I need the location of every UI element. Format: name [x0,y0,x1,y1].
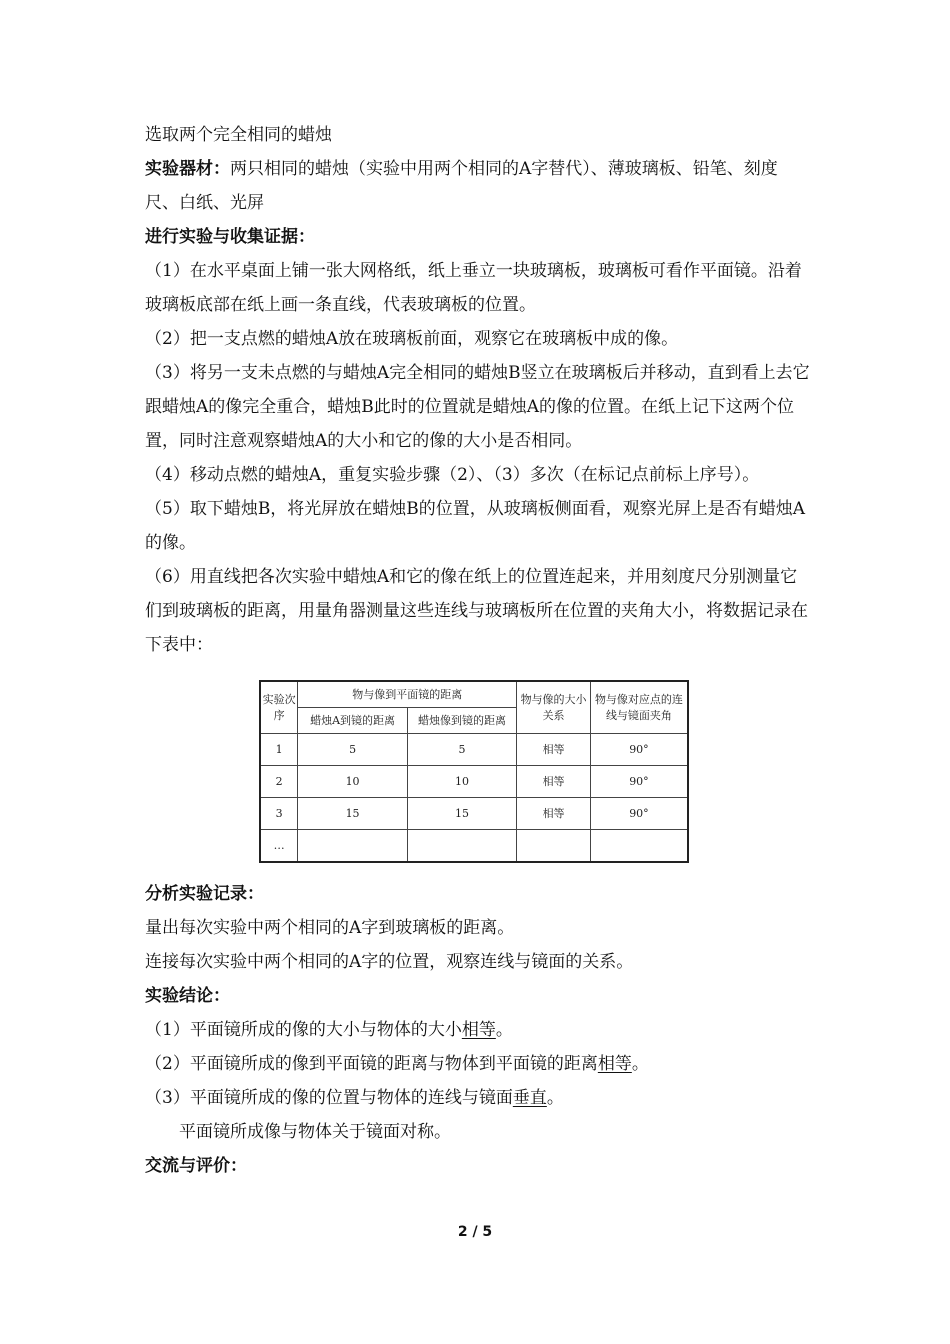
conclusion-1-answer: 相等 [461,1020,496,1040]
cell-dist-a [298,830,407,863]
conclusion-3-answer: 垂直 [512,1088,547,1108]
cell-dist-img: 15 [407,798,516,830]
document-body [145,118,810,1183]
header-dist-a: 蜡烛A到镜的距离 [298,708,407,734]
conclusion-summary: 平面镜所成像与物体关于镜面对称。 [179,1122,451,1142]
materials-label: 实验器材： [145,159,230,179]
header-angle: 物与像对应点的连线与镜面夹角 [590,681,688,734]
table-row [260,830,688,863]
cell-dist-img: 10 [407,766,516,798]
conclusion-2-end: 。 [631,1054,649,1074]
cell-angle: 90° [590,766,688,798]
exchange-heading: 交流与评价： [145,1156,247,1176]
procedure-heading: 进行实验与收集证据： [145,227,315,247]
conclusion-3-text: （3）平面镜所成的像的位置与物体的连线与镜面 [145,1088,513,1108]
cell-angle [590,830,688,863]
analysis-heading: 分析实验记录： [145,884,264,904]
cell-dist-a: 5 [298,734,407,766]
cell-dist-a: 10 [298,766,407,798]
conclusion-2-answer: 相等 [597,1054,632,1074]
cell-dist-img [407,830,516,863]
conclusion-2 [145,1047,810,1081]
cell-trial: 3 [260,798,298,830]
intro-line: 选取两个完全相同的蜡烛 [145,125,332,145]
table-row [260,734,688,766]
header-size: 物与像的大小关系 [517,681,591,734]
page-number: 2 / 5 [457,1224,493,1240]
table-row [260,766,688,798]
cell-size: 相等 [517,798,591,830]
cell-trial: 2 [260,766,298,798]
analysis-line-2: 连接每次实验中两个相同的A字的位置，观察连线与镜面的关系。 [145,952,634,972]
conclusion-1 [145,1013,810,1047]
cell-trial: 1 [260,734,298,766]
cell-dist-img: 5 [407,734,516,766]
conclusion-1-text: （1）平面镜所成的像的大小与物体的大小 [145,1020,462,1040]
materials-paragraph [145,152,810,220]
cell-trial: … [260,830,298,863]
cell-size: 相等 [517,766,591,798]
step-1: （1）在水平桌面上铺一张大网格纸，纸上垂立一块玻璃板，玻璃板可看作平面镜。沿着玻璃板底部在纸上画一条直线，代表玻璃板的位置。 [145,261,802,315]
cell-size [517,830,591,863]
step-4: （4）移动点燃的蜡烛A，重复实验步骤（2）、（3）多次（在标记点前标上序号）。 [145,465,760,485]
conclusion-3 [145,1081,810,1115]
step-6: （6）用直线把各次实验中蜡烛A和它的像在纸上的位置连起来，并用刻度尺分别测量它们到玻璃板的距离，用量角器测量这些连线与玻璃板所在位置的夹角大小，将数据记录在下表中： [145,567,808,655]
cell-angle: 90° [590,734,688,766]
header-dist-img: 蜡烛像到镜的距离 [407,708,516,734]
cell-dist-a: 15 [298,798,407,830]
data-table-wrapper [259,680,689,863]
materials-text: 两只相同的蜡烛（实验中用两个相同的A字替代）、薄玻璃板、铅笔、刻度尺、白纸、光屏 [145,159,778,213]
conclusion-3-end: 。 [546,1088,564,1108]
analysis-line-1: 量出每次实验中两个相同的A字到玻璃板的距离。 [145,918,515,938]
cell-angle: 90° [590,798,688,830]
step-3: （3）将另一支未点燃的与蜡烛A完全相同的蜡烛B竖立在玻璃板后并移动，直到看上去它跟蜡烛A的像完全重合，蜡烛B此时的位置就是蜡烛A的像的位置。在纸上记下这两个位置，同时注意观察蜡烛A的大小和它的像的大小是否相同。 [145,363,810,451]
conclusion-heading: 实验结论： [145,986,230,1006]
cell-size: 相等 [517,734,591,766]
header-distance-group: 物与像到平面镜的距离 [298,681,517,708]
step-5: （5）取下蜡烛B，将光屏放在蜡烛B的位置，从玻璃板侧面看，观察光屏上是否有蜡烛A的像。 [145,499,806,553]
step-2: （2）把一支点燃的蜡烛A放在玻璃板前面，观察它在玻璃板中成的像。 [145,329,679,349]
conclusion-2-text: （2）平面镜所成的像到平面镜的距离与物体到平面镜的距离 [145,1054,598,1074]
conclusion-1-end: 。 [495,1020,513,1040]
table-row [260,798,688,830]
header-trial: 实验次序 [260,681,298,734]
data-table [259,680,689,863]
